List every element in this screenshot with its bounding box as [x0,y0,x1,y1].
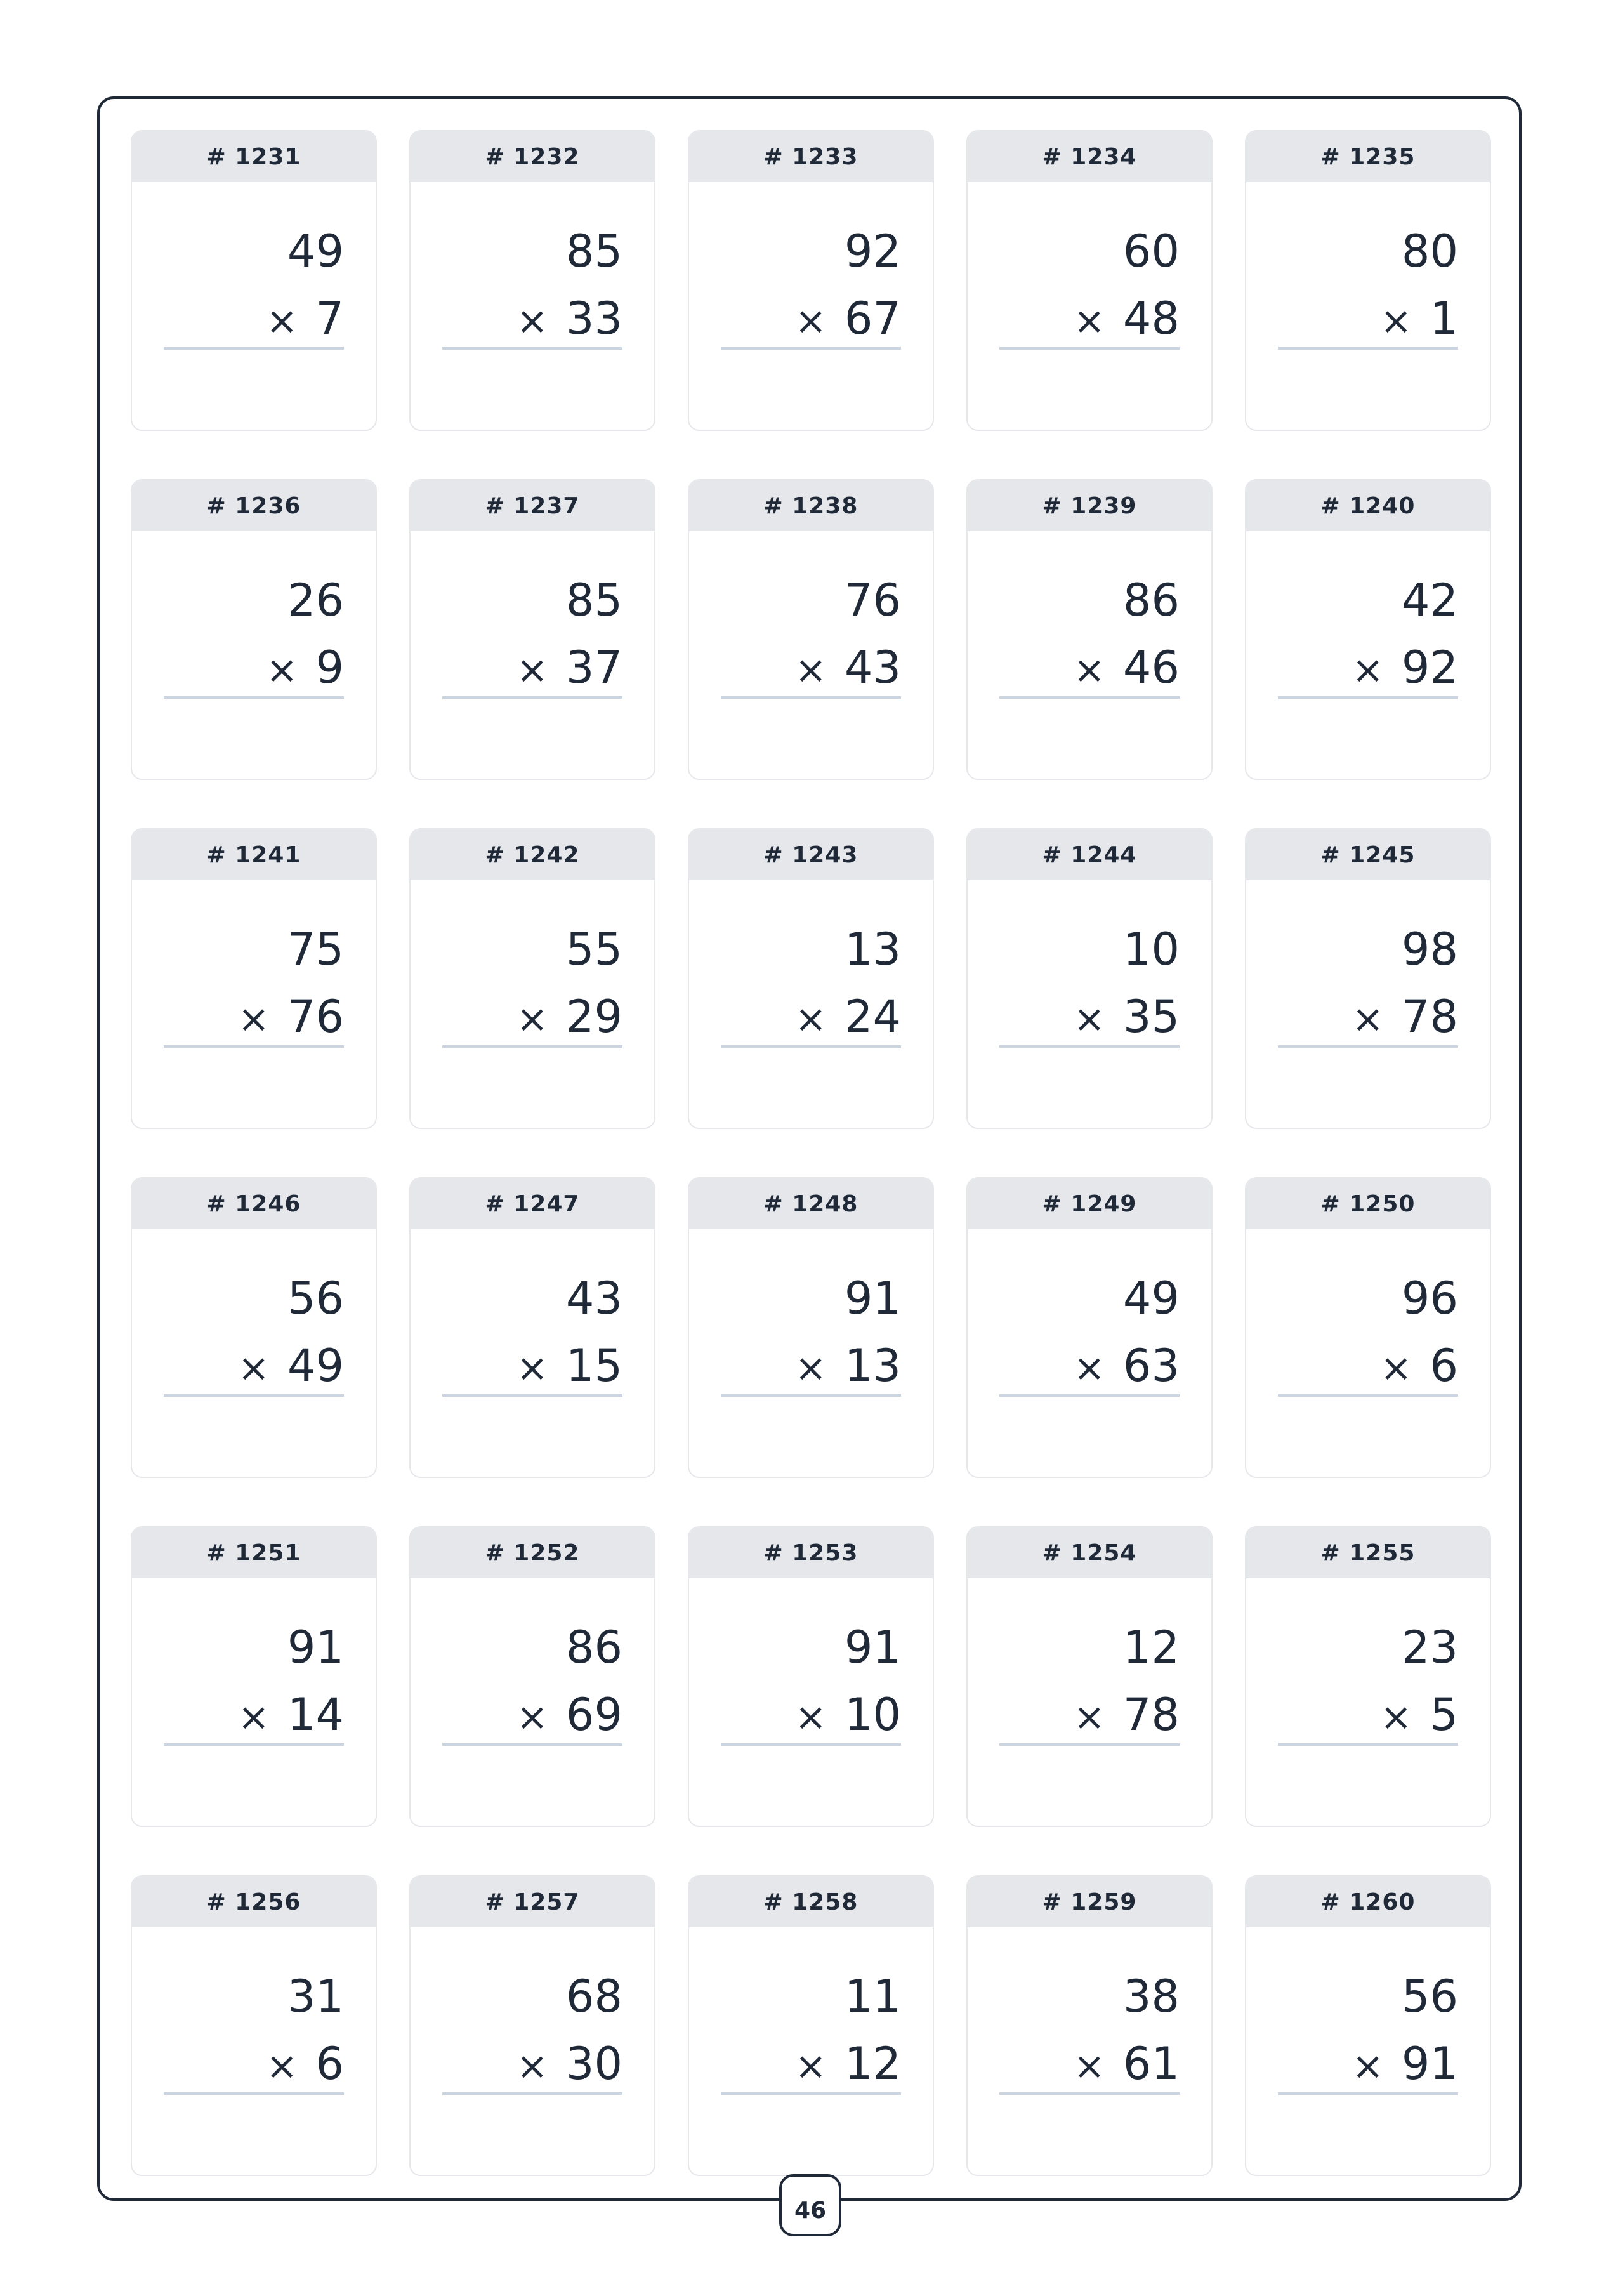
problem-card [131,1177,377,1478]
times-icon: × [794,648,827,692]
multiplier: 63 [1122,1340,1180,1392]
problem-card [1245,479,1491,780]
problem-number-label: # 1244 [968,829,1211,880]
multiplicand: 26 [287,574,344,626]
multiplicand: 23 [1401,1621,1458,1673]
multiplier-row [1073,642,1180,694]
multiplier: 6 [1430,1340,1458,1392]
multiplier-row [516,642,622,694]
problem-number-label: # 1238 [689,480,933,531]
multiplicand: 85 [565,574,622,626]
answer-line [721,1743,901,1746]
answer-line [721,696,901,699]
multiplier: 49 [287,1340,344,1392]
problem-number-label: # 1248 [689,1178,933,1229]
multiplier-row [516,991,622,1043]
times-icon: × [516,299,548,343]
multiplier-row [794,1340,901,1392]
multiplicand: 86 [565,1621,622,1673]
multiplicand: 91 [287,1621,344,1673]
multiplier-row [1073,1689,1180,1741]
answer-line [164,1743,344,1746]
multiplier-row [237,1689,344,1741]
multiplier-row [1073,1340,1180,1392]
times-icon: × [1352,997,1384,1041]
multiplier-row [516,2038,622,2090]
multiplicand: 85 [565,225,622,277]
times-icon: × [794,299,827,343]
answer-line [164,696,344,699]
answer-line [1278,1743,1458,1746]
multiplier: 33 [565,293,622,345]
multiplier: 69 [565,1689,622,1741]
page-number: 46 [794,2198,827,2224]
problem-number-label: # 1242 [411,829,654,880]
times-icon: × [794,2044,827,2088]
problem-number-label: # 1258 [689,1877,933,1927]
multiplicand: 98 [1401,923,1458,975]
problem-number-label: # 1252 [411,1527,654,1578]
multiplicand: 55 [565,923,622,975]
problem-number-label: # 1232 [411,131,654,182]
problem-number-label: # 1237 [411,480,654,531]
problem-card [409,479,655,780]
multiplier-row [266,293,344,345]
problem-number-label: # 1246 [132,1178,376,1229]
problem-number-label: # 1254 [968,1527,1211,1578]
times-icon: × [237,997,270,1041]
multiplier: 76 [287,991,344,1043]
multiplicand: 80 [1401,225,1458,277]
answer-line [164,1045,344,1048]
answer-line [721,1045,901,1048]
answer-line [442,1394,622,1397]
multiplicand: 43 [565,1272,622,1324]
multiplier: 46 [1122,642,1180,694]
times-icon: × [1073,1695,1105,1739]
multiplier-row [516,293,622,345]
multiplicand: 38 [1122,1970,1180,2022]
problem-card [688,1526,934,1827]
times-icon: × [1073,648,1105,692]
problem-number-label: # 1256 [132,1877,376,1927]
multiplicand: 91 [844,1621,901,1673]
problem-number-label: # 1247 [411,1178,654,1229]
problem-number-label: # 1257 [411,1877,654,1927]
answer-line [721,2092,901,2095]
problem-number-label: # 1243 [689,829,933,880]
multiplicand: 31 [287,1970,344,2022]
times-icon: × [1073,2044,1105,2088]
problem-card [966,1177,1213,1478]
answer-line [1278,347,1458,350]
multiplier: 78 [1401,991,1458,1043]
problem-card [409,1526,655,1827]
problem-card [966,130,1213,431]
problem-card [966,828,1213,1129]
multiplier-row [1352,991,1458,1043]
multiplier: 7 [315,293,344,345]
answer-line [999,1045,1180,1048]
answer-line [999,1743,1180,1746]
times-icon: × [266,299,298,343]
answer-line [1278,2092,1458,2095]
answer-line [999,347,1180,350]
problem-number-label: # 1231 [132,131,376,182]
problem-number-label: # 1236 [132,480,376,531]
times-icon: × [237,1695,270,1739]
page-number-badge [779,2174,841,2236]
problem-card [131,828,377,1129]
answer-line [1278,696,1458,699]
problem-card [1245,130,1491,431]
multiplier-row [237,991,344,1043]
problem-card [131,1526,377,1827]
multiplicand: 92 [844,225,901,277]
times-icon: × [1073,997,1105,1041]
problem-number-label: # 1240 [1246,480,1490,531]
multiplier: 15 [565,1340,622,1392]
multiplier-row [794,1689,901,1741]
multiplier: 61 [1122,2038,1180,2090]
multiplicand: 56 [1401,1970,1458,2022]
problem-card [409,130,655,431]
multiplicand: 13 [844,923,901,975]
problem-card [688,1177,934,1478]
multiplier-row [1352,642,1458,694]
multiplier: 12 [844,2038,901,2090]
times-icon: × [1073,1346,1105,1390]
multiplier: 14 [287,1689,344,1741]
multiplicand: 49 [287,225,344,277]
multiplier-row [1380,1340,1458,1392]
problem-card [688,828,934,1129]
multiplier: 1 [1430,293,1458,345]
times-icon: × [516,1346,548,1390]
problem-card [688,479,934,780]
multiplier-row [794,2038,901,2090]
problem-number-label: # 1255 [1246,1527,1490,1578]
times-icon: × [266,2044,298,2088]
multiplicand: 42 [1401,574,1458,626]
problem-card [131,1875,377,2176]
multiplicand: 76 [844,574,901,626]
problem-number-label: # 1234 [968,131,1211,182]
multiplier: 48 [1122,293,1180,345]
answer-line [1278,1394,1458,1397]
times-icon: × [237,1346,270,1390]
problem-number-label: # 1260 [1246,1877,1490,1927]
multiplier: 78 [1122,1689,1180,1741]
problem-card [409,828,655,1129]
multiplier: 67 [844,293,901,345]
multiplier-row [1380,293,1458,345]
problem-number-label: # 1241 [132,829,376,880]
times-icon: × [1352,648,1384,692]
problem-card [688,1875,934,2176]
multiplicand: 68 [565,1970,622,2022]
times-icon: × [1380,1346,1412,1390]
multiplicand: 91 [844,1272,901,1324]
multiplicand: 49 [1122,1272,1180,1324]
multiplier: 35 [1122,991,1180,1043]
times-icon: × [1380,299,1412,343]
multiplier-row [1352,2038,1458,2090]
problem-card [1245,828,1491,1129]
multiplier-row [1073,2038,1180,2090]
multiplier: 37 [565,642,622,694]
multiplier-row [794,293,901,345]
problem-number-label: # 1253 [689,1527,933,1578]
times-icon: × [1073,299,1105,343]
times-icon: × [794,997,827,1041]
times-icon: × [1352,2044,1384,2088]
multiplier-row [794,642,901,694]
problem-card [966,479,1213,780]
problem-grid [131,130,1491,2176]
multiplier: 10 [844,1689,901,1741]
multiplicand: 56 [287,1272,344,1324]
problem-card [409,1875,655,2176]
multiplicand: 10 [1122,923,1180,975]
answer-line [442,696,622,699]
multiplier-row [266,642,344,694]
multiplier-row [516,1340,622,1392]
answer-line [721,1394,901,1397]
problem-card [966,1875,1213,2176]
answer-line [164,2092,344,2095]
multiplier-row [1073,293,1180,345]
multiplier: 6 [315,2038,344,2090]
multiplier: 29 [565,991,622,1043]
times-icon: × [516,2044,548,2088]
multiplier-row [516,1689,622,1741]
answer-line [1278,1045,1458,1048]
problem-card [1245,1875,1491,2176]
answer-line [164,347,344,350]
multiplier: 43 [844,642,901,694]
answer-line [442,2092,622,2095]
multiplier-row [794,991,901,1043]
times-icon: × [516,648,548,692]
answer-line [442,347,622,350]
problem-number-label: # 1239 [968,480,1211,531]
multiplier: 30 [565,2038,622,2090]
answer-line [999,2092,1180,2095]
problem-number-label: # 1245 [1246,829,1490,880]
times-icon: × [516,997,548,1041]
multiplicand: 96 [1401,1272,1458,1324]
multiplier-row [1073,991,1180,1043]
multiplier: 92 [1401,642,1458,694]
multiplicand: 12 [1122,1621,1180,1673]
problem-card [1245,1177,1491,1478]
times-icon: × [1380,1695,1412,1739]
problem-number-label: # 1233 [689,131,933,182]
answer-line [164,1394,344,1397]
times-icon: × [794,1695,827,1739]
problem-card [688,130,934,431]
answer-line [442,1045,622,1048]
multiplicand: 86 [1122,574,1180,626]
multiplicand: 75 [287,923,344,975]
answer-line [999,696,1180,699]
problem-card [131,479,377,780]
problem-number-label: # 1235 [1246,131,1490,182]
answer-line [721,347,901,350]
multiplier: 9 [315,642,344,694]
problem-number-label: # 1250 [1246,1178,1490,1229]
problem-card [409,1177,655,1478]
multiplier-row [237,1340,344,1392]
multiplier: 13 [844,1340,901,1392]
answer-line [442,1743,622,1746]
answer-line [999,1394,1180,1397]
problem-number-label: # 1249 [968,1178,1211,1229]
multiplier: 24 [844,991,901,1043]
times-icon: × [266,648,298,692]
multiplier-row [1380,1689,1458,1741]
multiplier: 5 [1430,1689,1458,1741]
multiplicand: 11 [844,1970,901,2022]
multiplicand: 60 [1122,225,1180,277]
problem-card [1245,1526,1491,1827]
problem-card [131,130,377,431]
times-icon: × [516,1695,548,1739]
multiplier: 91 [1401,2038,1458,2090]
multiplier-row [266,2038,344,2090]
problem-card [966,1526,1213,1827]
problem-number-label: # 1259 [968,1877,1211,1927]
times-icon: × [794,1346,827,1390]
problem-number-label: # 1251 [132,1527,376,1578]
